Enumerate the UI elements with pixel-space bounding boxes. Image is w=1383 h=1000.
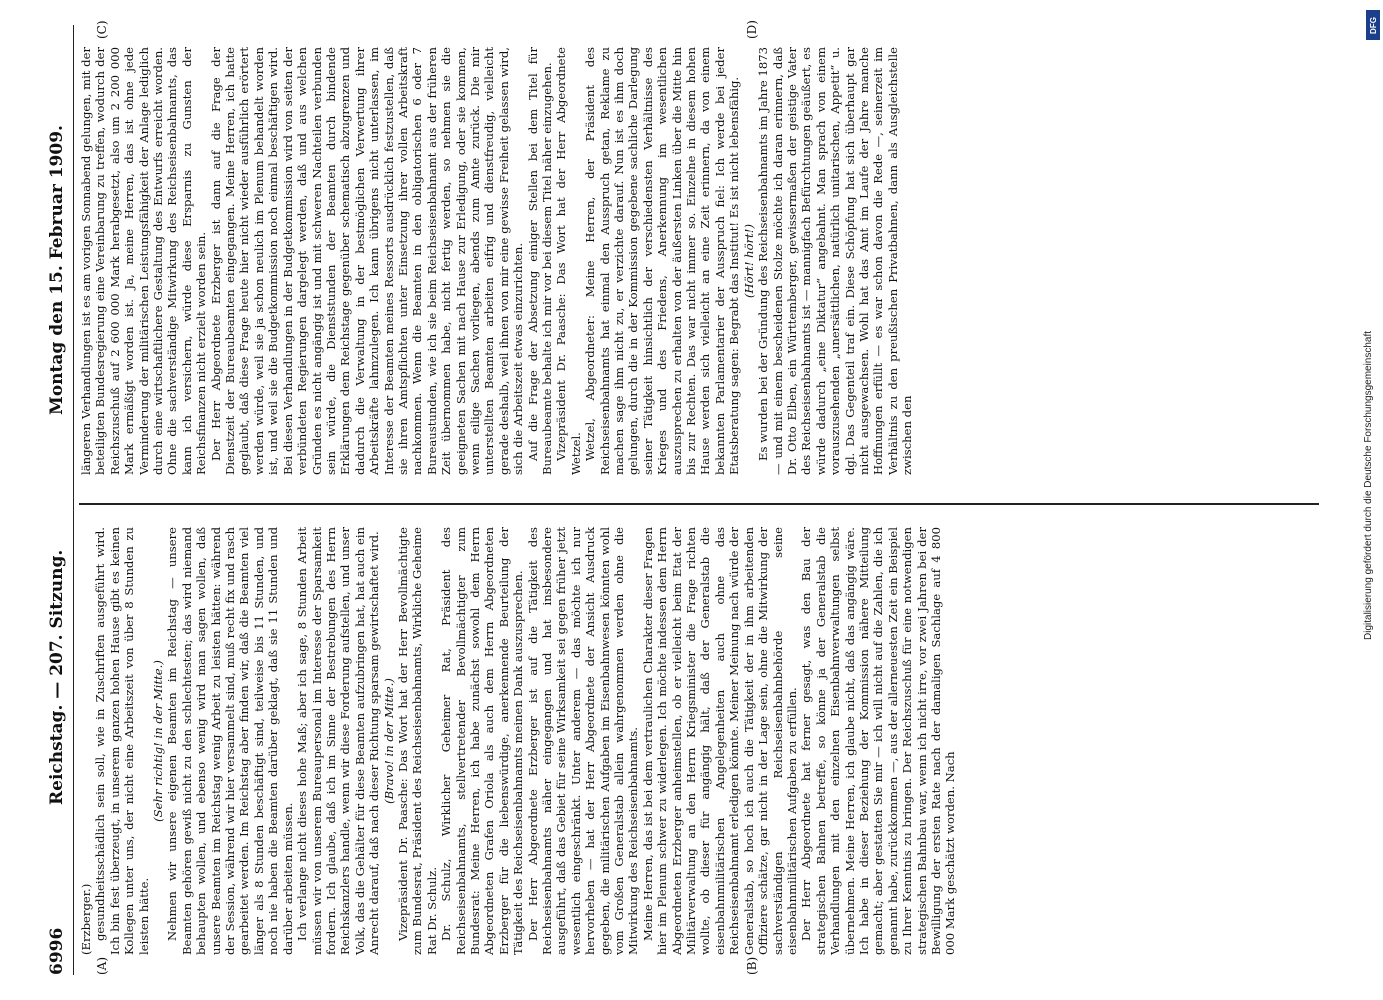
paragraph: Dr. Schulz, Wirklicher Geheimer Rat, Präsident des Reichseisenbahnamts, stellvertretender Bevollmächtigter zum Bundesrat: Meine Herren, ich habe zunächst sowohl dem Herrn Abgeordneten Grafen Oriola als auch dem Herrn Abgeordneten Erzberger für die liebenswürdige, anerkennende Beurteilung der Tätigkeit des Reichseisenbahnamts meinen Dank auszusprechen. [439, 527, 526, 955]
paragraph: Ich verlange nicht dieses hohe Maß; aber ich sage, 8 Stunden Arbeit müssen wir von unserem Bureaupersonal im Interesse der Sparsamkeit fordern. Ich glaube, daß ich im Sinne der Bestrebungen des Herrn Reichskanzlers handle, wenn wir diese Forderung aufstellen, und unser Volk, das die Gehälter für diese Beamten aufzubringen hat, hat auch ein Anrecht darauf, daß nach dieser Richtung sparsam gewirtschaftet wird. [295, 527, 382, 955]
margin-marker-b: (B) [745, 956, 759, 975]
right-column [79, 47, 915, 475]
interjection: (Hört! hört!) [741, 224, 756, 298]
interjection: (Bravo! in der Mitte.) [381, 678, 396, 804]
paragraph: Wetzel, Abgeordneter: Meine Herren, der Präsident des Reichseisenbahnamts hat einmal den Ausspruch getan, Reklame zu machen sage ihm nicht zu, er verzichte darauf. Nun ist es ihm doch gelungen, durch die in der Kommission gegebene sachliche Darlegung seiner Tätigkeit hinsichtlich der verschiedensten Verhältnisse des Krieges und des Friedens, Anerkennung im wesentlichen auszusprechen zu erhalten von der äußersten Linken über die Mitte hin bis zur Rechten. Das war nicht immer so. Einzelne in diesem hohen Hause werden sich vielleicht an eine Zeit erinnern, da von einem bekannten Parlamentarier der Ausspruch fiel: Ich werde bei jeder Etatsberatung sagen: Begrabt das Institut! Es ist nicht lebensfähig. [583, 47, 742, 475]
newspaper-sheet [45, 20, 1345, 975]
page-title: Reichstag. — 207. Sitzung. [47, 549, 67, 805]
header-rule [73, 25, 74, 975]
paragraph: Auf die Frage der Absetzung einiger Stellen bei dem Titel für Bureaubeamte behalte ich mir vor bei diesem Titel näher einzugehen. [525, 47, 554, 475]
paragraph: Der Herr Abgeordnete Erzberger ist auf die Tätigkeit des Reichseisenbahnamts näher eingegangen und hat insbesondere ausgeführt, daß das Gebiet für seine Wirksamkeit sei gegen früher jetzt wesentlich eingeschränkt. Unter anderem — das möchte ich nur hervorheben — hat der Herr Abgeordnete der Ansicht Ausdruck gegeben, die militärischen Aufgaben im Eisenbahnwesen könnten wohl vom Großen Generalstab allein wahrgenommen werden ohne die Mitwirkung des Reichseisenbahnamts. [525, 527, 641, 955]
paragraph: Der Herr Abgeordnete Erzberger ist dann auf die Frage der Dienstzeit der Bureaubeamten eingegangen. Meine Herren, ich hatte geglaubt, daß diese Frage heute hier nicht wieder ausführlich erörtert werden würde, weil sie ja schon neulich im Plenum behandelt worden ist, und weil sie die Budgetkommission noch einmal beschäftigen wird. Bei diesen Verhandlungen in der Budgetkommission wird von seiten der verbündeten Regierungen dargelegt werden, daß und aus welchen Gründen es nicht angängig ist und mit schweren Nachteilen verbunden sein würde, die Dienststunden der Beamten durch bindende Erklärungen dem Reichstage gegenüber schematisch abzugrenzen und dadurch die Verwaltung in der bestmöglichen Verwertung ihrer Arbeitskräfte lahmzulegen. Ich kann übrigens nicht unterlassen, im Interesse der Beamten meines Ressorts ausdrücklich festzustellen, daß sie ihren Amtspflichten unter Einsetzung ihrer vollen Arbeitskraft nachkommen. Wenn die Beamten in den obligatorischen 6 oder 7 Bureaustunden, wie ich sie beim Reichseisenbahnamt aus der früheren Zeit übernommen habe, nicht fertig werden, so nehmen sie die geeigneten Sachen mit nach Hause zur Erledigung, oder sie kommen, wenn eilige Sachen vorliegen, abends zum Amte zurück. Die mir unterstellten Beamten arbeiten eifrig und dienstfreudig, vielleicht gerade deshalb, weil ihnen von mir eine gewisse Freiheit gelassen wird, sich die Arbeitszeit etwas einzurichten. [208, 47, 526, 475]
paragraph: Der Herr Abgeordnete hat ferner gesagt, was den Bau der strategischen Bahnen betreffe, so könne ja der Generalstab die Verhandlungen mit den einzelnen Eisenbahnverwaltungen selbst übernehmen. Meine Herren, ich glaube nicht, daß das angängig wäre. Ich habe in dieser Beziehung der Kommission nähere Mitteilung gemacht; aber gestatten Sie mir — ich will nicht auf die Zahlen, die ich genannt habe, zurückkommen —, aus der allerneuesten Zeit ein Beispiel zu Ihrer Kenntnis zu bringen. Der Reichszuschuß für eine notwendigen strategischen Bahnbau war, wenn ich nicht irre, vor zwei Jahren bei der Bewilligung der ersten Rate nach der damaligen Sachlage auf 4 800 000 Mark geschätzt worden. Nach [799, 526, 958, 955]
paragraph: Es wurden bei der Gründung des Reichseisenbahnamts im Jahre 1873 — und mit einem bescheidenen Stolze möchte ich daran erinnern, daß Dr. Otto Elben, ein Württemberger, gewissermaßen der geistige Vater des Reichseisenbahnamts ist — mannigfach Befürchtungen geäußert, es würde dadurch „eine Diktatur“ angebahnt. Man sprach von einem vorauszusehenden „unersättlichen, natürlich unitarischen, Appetit“ u. dgl. Das Gegenteil traf ein. Diese Schöpfung hat sich überhaupt gar nicht ausgewachsen. Wohl hat das Amt im Laufe der Jahre manche Hoffnungen erfüllt — es war schon davon die Rede —, seinerzeit im Verhältnis zu den preußischen Privatbahnen, dann als Ausgleichstelle zwischen den [756, 47, 915, 475]
paragraph: (Erzberger.) [79, 883, 93, 955]
margin-marker-a: (A) [95, 956, 109, 975]
margin-marker-d: (D) [745, 20, 759, 39]
page-date: Montag den 15. Februar 1909. [47, 125, 67, 415]
interjection: (Sehr richtig! in der Mitte.) [151, 660, 166, 822]
paragraph: Nehmen wir unsere eigenen Beamten im Reichstag — unsere Beamten gehören gewiß nicht zu den schlechtesten; das wird niemand behaupten wollen, und ebenso wenig wird man sagen wollen, daß unsere Beamten im Reichstag wenig Arbeit zu leisten hätten: während der Session, während wir hier versammelt sind, muß recht fix und rasch gearbeitet werden. Im Reichstag aber finden wir, daß die Beamten viel länger als 8 Stunden beschäftigt sind, teilweise bis 11 Stunden, und noch nie haben die Beamten darüber geklagt, daß sie 11 Stunden und darüber arbeiten müssen. [165, 527, 295, 955]
page-number: 6996 [47, 927, 67, 975]
paragraph: längeren Verhandlungen ist es am vorigen Sonnabend gelungen, mit der beteiligten Bundesregierung eine Vereinbarung zu treffen, wodurch der Reichszuschuß auf 2 600 000 Mark herabgesetzt, also um 2 200 000 Mark ermäßigt worden ist. Ja, meine Herren, das ist ohne jede Verminderung der militärischen Leistungsfähigkeit der Anlage lediglich durch eine wirtschaftlichere Gestaltung des Entwurfs erreicht worden. Ohne die sachverständige Mitwirkung des Reichseisenbahnamts, das kann ich versichern, würde diese Ersparnis zu Gunsten der Reichsfinanzen nicht erzielt worden sein. [79, 47, 209, 475]
paragraph: Vizepräsident Dr. Paasche: Das Wort hat der Herr Abgeordnete Wetzel. [554, 47, 583, 475]
footer-credit: Digitalisierung gefördert durch die Deutsche Forschungsgemeinschaft [1363, 330, 1374, 640]
margin-marker-c: (C) [95, 20, 109, 39]
dfg-logo: DFG [1366, 10, 1380, 40]
column-divider [79, 503, 1319, 505]
left-column [79, 527, 958, 955]
paragraph: Meine Herren, das ist bei dem vertraulichen Charakter dieser Fragen hier im Plenum schwer zu widerlegen. Ich möchte indessen dem Herrn Abgeordneten Erzberger anheimstellen, ob er vielleicht beim Etat der Militärverwaltung an den Herrn Kriegsminister die Frage richten wollte, ob dieser für angängig hält, daß der Generalstab die eisenbahnmilitärischen Angelegenheiten auch ohne das Reichseisenbahnamt erledigen könnte. Meiner Meinung nach würde der Generalstab, so hoch ich auch die Tätigkeit der in ihm arbeitenden Offiziere schätze, gar nicht in der Lage sein, ohne die Mitwirkung der sachverständigen Reichseisenbahnbehörde seine eisenbahnmilitärischen Aufgaben zu erfüllen. [640, 527, 799, 955]
paragraph: Vizepräsident Dr. Paasche: Das Wort hat der Herr Bevollmächtigte zum Bundesrat, Präsident des Reichseisenbahnamts, Wirkliche Geheime Rat Dr. Schulz. [395, 527, 439, 955]
paragraph: gesundheitsschädlich sein soll, wie in Zuschriften ausgeführt wird. Ich bin fest überzeugt, in unserem ganzen hohen Hause gibt es keinen Kollegen unter uns, der nicht eine Arbeitszeit von über 8 Stunden zu leisten hätte. [93, 527, 151, 955]
page-header [45, 25, 71, 975]
